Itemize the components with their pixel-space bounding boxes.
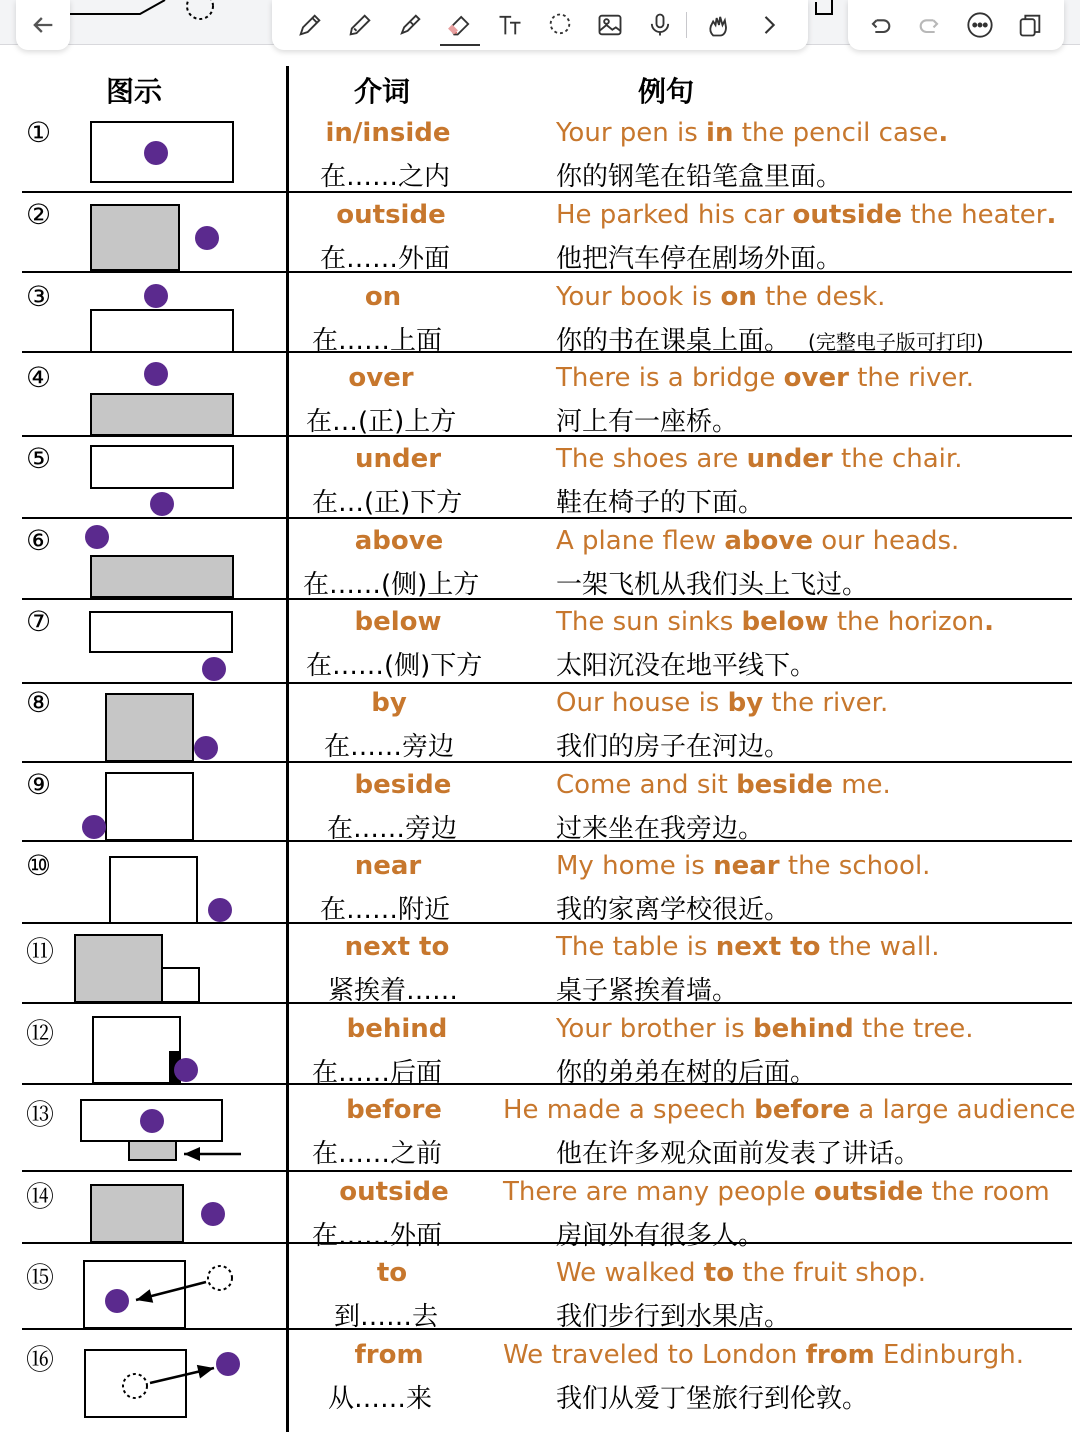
preposition-label: behind [346, 1014, 448, 1044]
diagram-dot [174, 1058, 198, 1082]
preposition-label: above [354, 526, 444, 556]
header-example: 例句 [638, 75, 695, 108]
example-sentence-en: The table is next to the wall. [556, 932, 940, 962]
print-note: (完整电子版可打印) [808, 330, 984, 354]
diagram-dot [105, 1289, 129, 1313]
preposition-meaning: 在……旁边 [327, 814, 458, 844]
row-number: ⑧ [26, 686, 52, 719]
diagram-box [75, 935, 162, 1002]
example-sentence-en: We walked to the fruit shop. [556, 1258, 926, 1288]
row-number: ① [26, 116, 52, 149]
preposition-label: under [354, 444, 442, 474]
preposition-label: near [354, 851, 422, 881]
row-number: ⑫ [26, 1017, 55, 1050]
preposition-label: on [364, 282, 402, 312]
diagram-box [91, 205, 179, 270]
diagram-arrow [184, 1147, 241, 1161]
preposition-meaning: 在…(正)下方 [312, 488, 463, 518]
example-sentence-en: Our house is by the river. [556, 688, 889, 718]
preposition-meaning: 从……来 [328, 1384, 433, 1414]
diagram-dashed-circle [208, 1266, 232, 1290]
diagram-box [106, 773, 193, 840]
preposition-label: beside [354, 770, 452, 800]
preposition-meaning: 在……(侧)下方 [306, 651, 483, 681]
diagram-dot [144, 284, 168, 308]
preposition-meaning: 到……去 [334, 1302, 439, 1332]
header-diagram: 图示 [106, 75, 163, 108]
example-sentence-en: The shoes are under the chair. [556, 444, 963, 474]
row-number: ⑥ [26, 524, 52, 557]
diagram-dot [195, 226, 219, 250]
preposition-meaning: 在…(正)上方 [306, 407, 457, 437]
row-number: ⑦ [26, 605, 52, 638]
row-number: ③ [26, 280, 52, 313]
preposition-meaning: 在……之内 [320, 162, 451, 192]
diagram-box [162, 968, 199, 1002]
diagram-dot [144, 362, 168, 386]
row-number: ⑨ [26, 768, 52, 801]
example-sentence-en: He parked his car outside the heater. [556, 200, 1057, 230]
example-sentence-zh: 我的家离学校很近。 [556, 895, 791, 925]
example-sentence-zh: 我们步行到水果店。 [556, 1302, 791, 1332]
preposition-meaning: 在……旁边 [324, 732, 455, 762]
row-number: ⑭ [26, 1180, 55, 1213]
diagram-box [91, 394, 233, 435]
example-sentence-en: Your book is on the desk. [556, 282, 886, 312]
example-sentence-zh: 你的弟弟在树的后面。 [556, 1058, 817, 1088]
example-sentence-zh: 河上有一座桥。 [556, 407, 739, 437]
example-sentence-zh: 过来坐在我旁边。 [556, 814, 765, 844]
example-sentence-zh: 你的钢笔在铅笔盒里面。 [556, 162, 843, 192]
example-sentence-zh: 太阳沉没在地平线下。 [556, 651, 817, 681]
preposition-label: below [354, 607, 442, 637]
diagram-box [91, 446, 233, 488]
diagram-box [106, 694, 193, 761]
example-sentence-zh: 你的书在课桌上面。 (完整电子版可打印) [556, 326, 984, 356]
diagram-dot [82, 815, 106, 839]
diagram-box [110, 857, 197, 923]
preposition-label: next to [344, 932, 450, 962]
example-sentence-en: My home is near the school. [556, 851, 931, 881]
diagram-box [84, 1261, 185, 1328]
example-sentence-zh: 一架飞机从我们头上飞过。 [556, 570, 869, 600]
example-sentence-en: A plane flew above our heads. [556, 526, 960, 556]
diagram-box [91, 310, 233, 352]
diagram-dot [202, 657, 226, 681]
diagram-box [93, 1017, 180, 1083]
diagram-dot [144, 141, 168, 165]
preposition-label: from [354, 1340, 424, 1370]
header-preposition: 介词 [354, 75, 411, 108]
diagram-box [91, 556, 233, 597]
preposition-meaning: 在……之前 [312, 1139, 443, 1169]
example-sentence-en: There are many people outside the room [503, 1177, 1050, 1207]
diagram-box [90, 612, 232, 652]
preposition-meaning: 紧挨着…… [328, 976, 459, 1006]
diagram-box [91, 1185, 183, 1242]
preposition-label: to [376, 1258, 408, 1288]
preposition-meaning: 在……外面 [312, 1221, 443, 1251]
preposition-label: over [348, 363, 414, 393]
example-sentence-zh: 我们从爱丁堡旅行到伦敦。 [556, 1384, 869, 1414]
row-number: ④ [26, 361, 52, 394]
diagram-dot [85, 525, 109, 549]
example-sentence-zh: 房间外有很多人。 [556, 1221, 765, 1251]
preposition-meaning: 在……后面 [312, 1058, 443, 1088]
example-sentence-zh: 我们的房子在河边。 [556, 732, 791, 762]
example-sentence-en: Come and sit beside me. [556, 770, 891, 800]
row-number: ② [26, 198, 52, 231]
row-number: ⑪ [26, 935, 55, 968]
diagram-dot [150, 492, 174, 516]
example-sentence-en: He made a speech before a large audience [503, 1095, 1076, 1125]
preposition-meaning: 在……附近 [320, 895, 451, 925]
example-sentence-zh: 桌子紧挨着墙。 [556, 976, 739, 1006]
row-number: ⑩ [26, 849, 52, 882]
example-sentence-en: Your brother is behind the tree. [556, 1014, 974, 1044]
diagram-dot [140, 1109, 164, 1133]
preposition-meaning: 在……上面 [312, 326, 443, 356]
preposition-label: outside [336, 200, 446, 230]
example-sentence-en: We traveled to London from Edinburgh. [503, 1340, 1025, 1370]
row-number: ⑯ [26, 1343, 55, 1376]
row-number: ⑤ [26, 442, 52, 475]
diagram-box [129, 1141, 176, 1160]
diagram-dot [216, 1352, 240, 1376]
diagram-dot [201, 1202, 225, 1226]
example-sentence-zh: 他把汽车停在剧场外面。 [556, 244, 843, 274]
preposition-label: by [371, 688, 407, 718]
diagram-dot [208, 898, 232, 922]
example-sentence-en: There is a bridge over the river. [556, 363, 974, 393]
preposition-label: outside [339, 1177, 449, 1207]
diagram-dot [194, 736, 218, 760]
diagram-box [85, 1350, 186, 1417]
example-sentence-zh: 他在许多观众面前发表了讲话。 [556, 1139, 921, 1169]
example-sentence-en: Your pen is in the pencil case. [556, 118, 949, 148]
row-number: ⑬ [26, 1098, 55, 1131]
preposition-meaning: 在……(侧)上方 [303, 570, 480, 600]
example-sentence-zh: 鞋在椅子的下面。 [556, 488, 765, 518]
preposition-meaning: 在……外面 [320, 244, 451, 274]
preposition-label: in/inside [325, 118, 451, 148]
row-number: ⑮ [26, 1261, 55, 1294]
preposition-label: before [346, 1095, 442, 1125]
example-sentence-en: The sun sinks below the horizon. [556, 607, 994, 637]
